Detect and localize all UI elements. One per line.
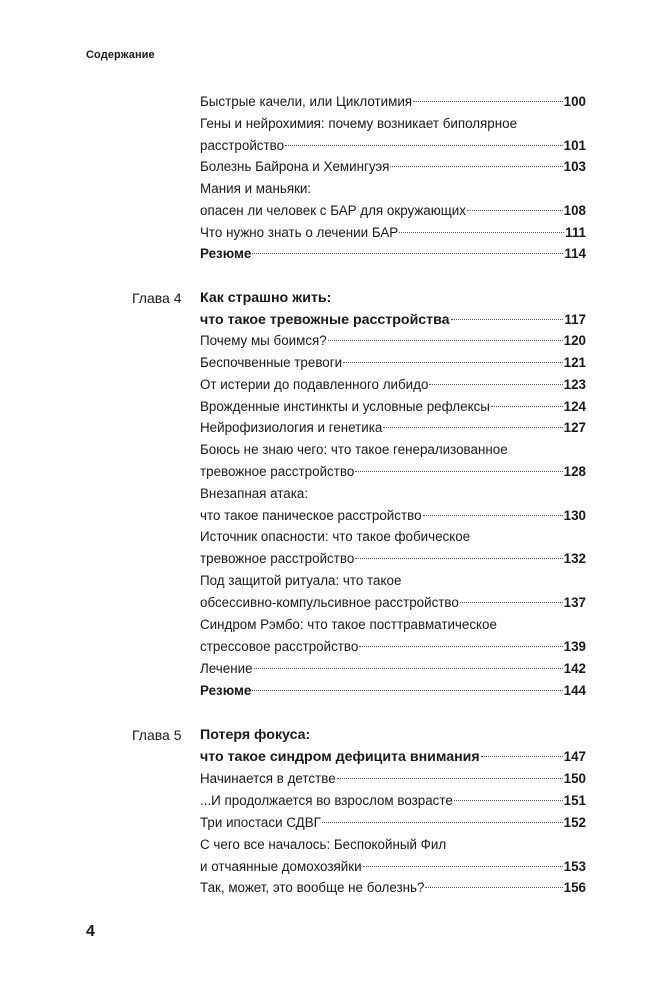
toc-entry[interactable] <box>200 592 586 614</box>
toc-entry-page: 139 <box>563 639 586 654</box>
toc-entry[interactable] <box>200 505 586 527</box>
toc-entry[interactable] <box>200 417 586 439</box>
toc-entry-page: 120 <box>563 333 586 348</box>
toc-entry-title: От истерии до подавленного либидо <box>200 377 429 392</box>
toc-entry[interactable] <box>200 330 586 352</box>
toc-entry-title: Беспочвенные тревоги <box>200 355 343 370</box>
toc-entry-title: Врожденные инстинкты и условные рефлексы <box>200 399 490 414</box>
toc-entry-page: 103 <box>563 159 586 174</box>
toc-entry-line: Мания и маньяки: <box>200 181 312 196</box>
leader-dots <box>355 558 562 559</box>
leader-dots <box>481 756 563 757</box>
toc-entry[interactable] <box>200 812 586 834</box>
toc-entry-title: Начинается в детстве <box>200 771 336 786</box>
leader-dots <box>491 406 563 407</box>
leader-dots <box>328 340 563 341</box>
toc-entry[interactable] <box>200 636 586 658</box>
toc-entry-line: Внезапная атака: <box>200 486 309 501</box>
toc-entry-title: Лечение <box>200 661 253 676</box>
toc-entry-line: Синдром Рэмбо: что такое посттравматическое <box>200 617 497 632</box>
leader-dots <box>252 690 562 691</box>
toc-entry-line: Источник опасности: что такое фобическое <box>200 529 471 544</box>
running-head: Содержание <box>86 49 155 61</box>
page-number: 4 <box>86 923 95 940</box>
toc-entry[interactable] <box>200 222 586 244</box>
toc-entry-title: и отчаянные домохозяйки <box>200 859 362 874</box>
toc-entry[interactable] <box>200 91 586 113</box>
toc-entry[interactable] <box>200 352 586 374</box>
chapter-label: Глава 4 <box>132 290 182 306</box>
toc-entry-title: стрессовое расстройство <box>200 639 359 654</box>
toc-entry-title: Резюме <box>200 246 252 261</box>
toc-entry[interactable] <box>200 135 586 157</box>
toc-entry-title: расстройство <box>200 138 285 153</box>
toc-entry-page: 150 <box>563 771 586 786</box>
toc-entry-page: 142 <box>563 661 586 676</box>
toc-entry-page: 121 <box>563 355 586 370</box>
toc-entry-line: С чего все началось: Беспокойный Фил <box>200 837 447 852</box>
toc-entry-page: 147 <box>563 749 586 764</box>
toc-entry-page: 100 <box>563 94 586 109</box>
toc-entry-page: 108 <box>563 203 586 218</box>
toc-entry-title: Почему мы боимся? <box>200 333 327 348</box>
toc-entry[interactable] <box>200 396 586 418</box>
toc-entry-line: Под защитой ритуала: что такое <box>200 573 402 588</box>
toc-entry-title: что такое тревожные расстройства <box>200 312 450 328</box>
leader-dots <box>285 145 563 146</box>
leader-dots <box>460 602 563 603</box>
toc-entry-page: 123 <box>563 377 586 392</box>
leader-dots <box>252 253 563 254</box>
toc-entry-summary[interactable] <box>200 243 586 265</box>
leader-dots <box>399 232 564 233</box>
leader-dots <box>383 427 562 428</box>
toc-entry-title: опасен ли человек с БАР для окружающих <box>200 203 466 218</box>
toc-entry-title: обсессивно-компульсивное расстройство <box>200 595 459 610</box>
toc-entry-title: Нейрофизиология и генетика <box>200 420 383 435</box>
toc-entry[interactable] <box>200 461 586 483</box>
toc-entry-title: тревожное расстройство <box>200 551 355 566</box>
toc-entry-title: Быстрые качели, или Циклотимия <box>200 94 413 109</box>
toc-entry-page: 156 <box>563 880 586 895</box>
toc-entry[interactable] <box>200 374 586 396</box>
toc-entry-title: что такое синдром дефицита внимания <box>200 749 480 765</box>
chapter-label: Глава 5 <box>132 727 182 743</box>
toc-entry[interactable] <box>200 200 586 222</box>
leader-dots <box>359 646 562 647</box>
toc-entry-title: тревожное расстройство <box>200 464 355 479</box>
toc-entry[interactable] <box>200 877 586 899</box>
toc-entry-page: 151 <box>563 793 586 808</box>
toc-entry-page: 144 <box>563 683 586 698</box>
chapter-title-line: Потеря фокуса: <box>200 727 311 743</box>
leader-dots <box>363 866 563 867</box>
leader-dots <box>343 362 563 363</box>
toc-entry-title: Болезнь Байрона и Хемингуэя <box>200 159 390 174</box>
leader-dots <box>355 471 562 472</box>
toc-entry-line: Боюсь не знаю чего: что такое генерализованное <box>200 442 508 457</box>
toc-entry-line: Гены и нейрохимия: почему возникает биполярное <box>200 116 518 131</box>
toc-entry[interactable] <box>200 790 586 812</box>
leader-dots <box>413 101 563 102</box>
toc-entry[interactable] <box>200 856 586 878</box>
toc-entry-page: 152 <box>563 815 586 830</box>
toc-entry-page: 111 <box>565 225 586 240</box>
toc-entry-page: 132 <box>563 551 586 566</box>
toc-entry[interactable] <box>200 548 586 570</box>
toc-entry[interactable] <box>200 658 586 680</box>
toc-entry-title: ...И продолжается во взрослом возрасте <box>200 793 453 808</box>
leader-dots <box>254 668 563 669</box>
toc-entry-page: 130 <box>563 508 586 523</box>
leader-dots <box>337 778 563 779</box>
leader-dots <box>322 822 563 823</box>
toc-entry-page: 128 <box>563 464 586 479</box>
toc-entry-page: 117 <box>564 312 586 327</box>
toc-entry-page: 153 <box>563 859 586 874</box>
leader-dots <box>429 384 562 385</box>
chapter-title-line: Как страшно жить: <box>200 290 332 306</box>
toc-entry-page: 137 <box>563 595 586 610</box>
leader-dots <box>454 800 563 801</box>
toc-entry-page: 101 <box>563 138 586 153</box>
toc-entry-page: 127 <box>563 420 586 435</box>
toc-entry-title: Так, может, это вообще не болезнь? <box>200 880 425 895</box>
toc-entry-title: что такое паническое расстройство <box>200 508 422 523</box>
toc-entry-title: Резюме <box>200 683 252 698</box>
toc-entry-page: 114 <box>564 246 586 261</box>
chapter-title[interactable] <box>200 746 586 768</box>
chapter-title[interactable] <box>200 309 586 331</box>
leader-dots <box>467 210 563 211</box>
toc-entry-title: Три ипостаси СДВГ <box>200 815 321 830</box>
leader-dots <box>451 319 564 320</box>
toc-entry[interactable] <box>200 768 586 790</box>
toc-entry[interactable] <box>200 156 586 178</box>
toc-entry-title: Что нужно знать о лечении БАР <box>200 225 399 240</box>
toc-entry-page: 124 <box>563 399 586 414</box>
leader-dots <box>423 515 563 516</box>
leader-dots <box>425 887 562 888</box>
toc-entry-summary[interactable] <box>200 680 586 702</box>
leader-dots <box>390 166 562 167</box>
